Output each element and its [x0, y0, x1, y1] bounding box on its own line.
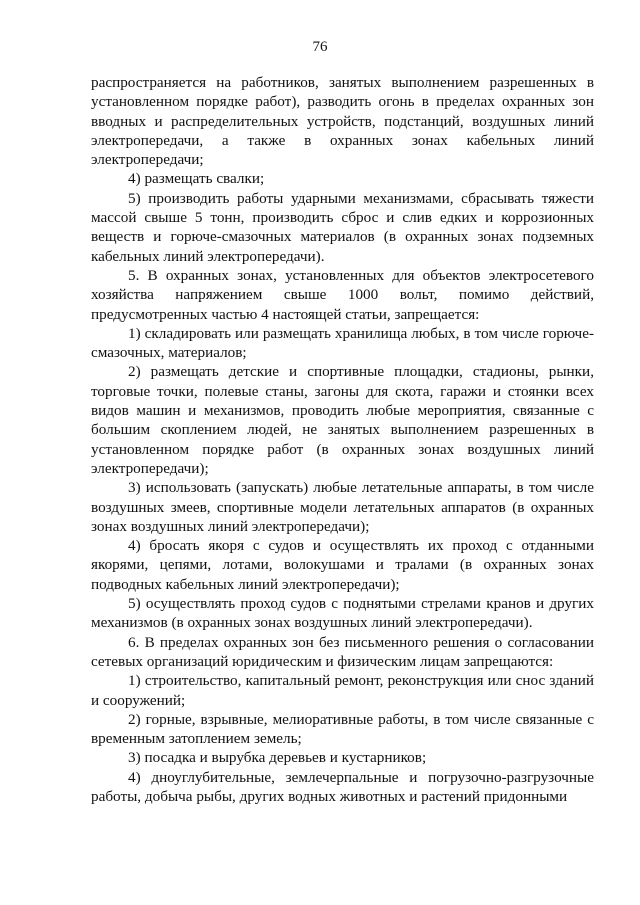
paragraph: 4) бросать якоря с судов и осуществлять их проход с отданными якорями, цепями, лотами, волокушами и тралами (в охранных зонах подводных кабельных линий электропередачи);	[91, 537, 594, 593]
paragraph: 1) строительство, капитальный ремонт, реконструкция или снос зданий и сооружений;	[91, 672, 594, 709]
paragraph: 5. В охранных зонах, установленных для объектов электросетевого хозяйства напряжением свыше 1000 вольт, помимо действий, предусмотренных частью 4 настоящей статьи, запрещается:	[91, 266, 594, 323]
paragraph: 3) использовать (запускать) любые летательные аппараты, в том числе воздушных змеев, спортивные модели летательных аппаратов (в охранных зонах воздушных линий электропередачи);	[91, 479, 594, 535]
paragraph: 1) складировать или размещать хранилища любых, в том числе горюче-смазочных, материалов;	[91, 324, 594, 362]
paragraph: 3) посадка и вырубка деревьев и кустарников;	[128, 749, 427, 767]
paragraph: 4) размещать свалки;	[128, 170, 265, 188]
paragraph: 2) горные, взрывные, мелиоративные работы, в том числе связанные с временным затоплением земель;	[91, 710, 594, 748]
document-body	[91, 73, 594, 806]
paragraph: распространяется на работников, занятых выполнением разрешенных в установленном порядке работ), разводить огонь в пределах охранных зон вводных и распределительных устройств, подстанций, воздушных линий электропередачи, а также в охранных зонах кабельных линий электропередачи;	[91, 74, 594, 169]
paragraph: 6. В пределах охранных зон без письменного решения о согласовании сетевых организаций юридическим и физическим лицам запрещаются:	[91, 633, 594, 670]
paragraph: 4) дноуглубительные, землечерпальные и погрузочно-разгрузочные работы, добыча рыбы, других водных животных и растений придонными	[91, 768, 594, 805]
page-number: 76	[312, 39, 328, 55]
paragraph: 5) производить работы ударными механизмами, сбрасывать тяжести массой свыше 5 тонн, производить сброс и слив едких и коррозионных веществ и горюче-смазочных материалов (в охранных зонах подземных кабельных линий электропередачи).	[91, 189, 594, 265]
paragraph: 5) осуществлять проход судов с поднятыми стрелами кранов и других механизмов (в охранных зонах воздушных линий электропередачи).	[91, 595, 594, 632]
paragraph: 2) размещать детские и спортивные площадки, стадионы, рынки, торговые точки, полевые станы, загоны для скота, гаражи и стоянки всех видов машин и механизмов, проводить любые мероприятия, связанные с большим скоплением людей, не занятых выполнением разрешенных в установленном порядке работ (в охранных зонах воздушных линий электропередачи);	[91, 363, 594, 477]
